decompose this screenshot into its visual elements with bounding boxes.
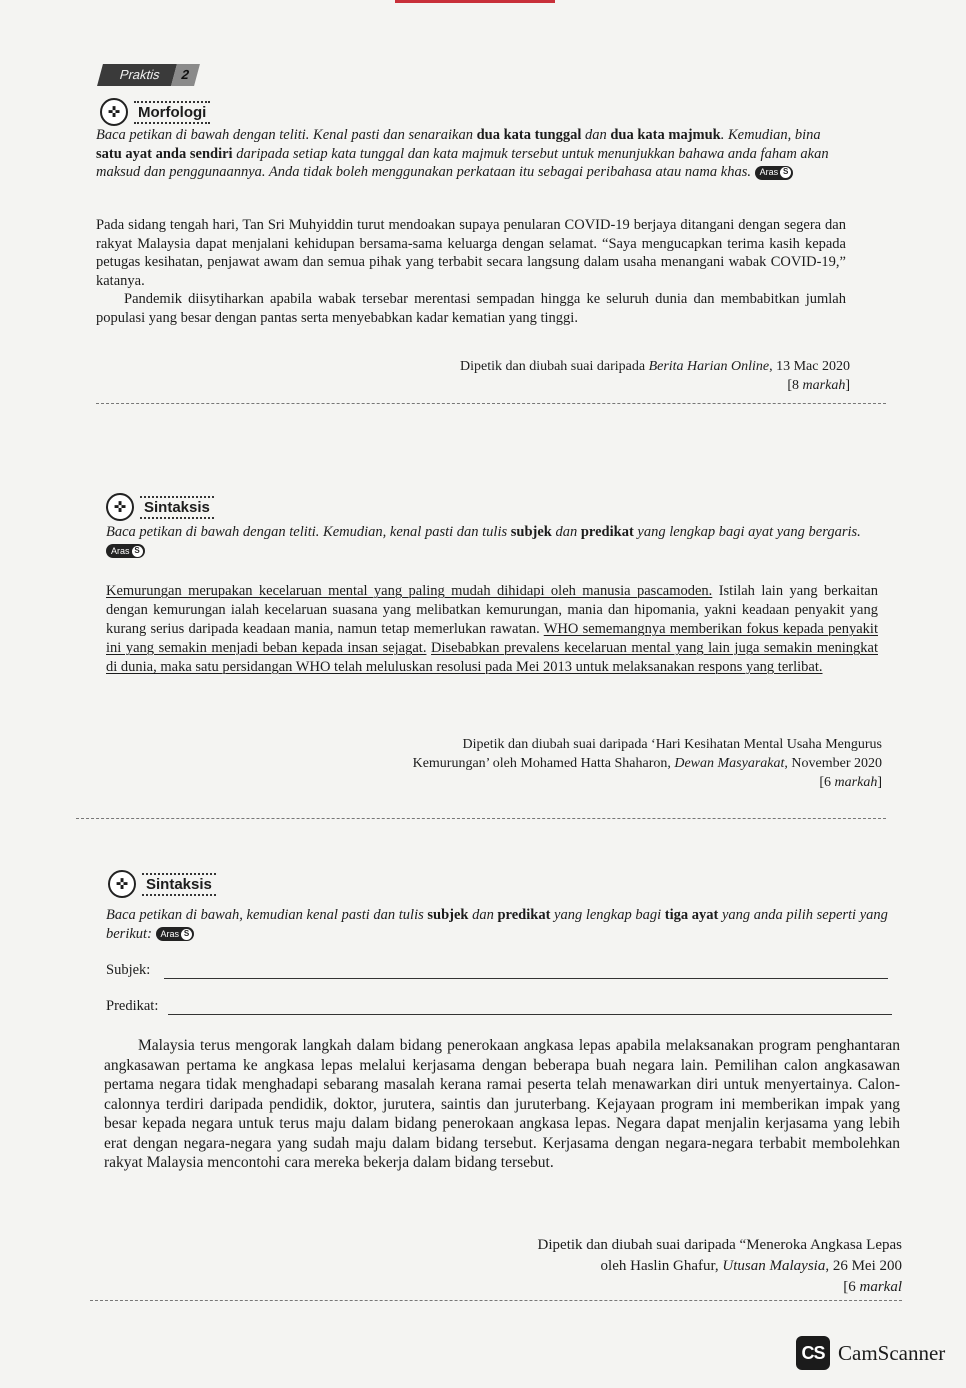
underlined-sentence: WHO sememangnya memberikan fokus kepada penyakit ini yang semakin menjadi beban kepada insan sejagat. bbox=[106, 621, 878, 656]
predicate-answer-line[interactable] bbox=[168, 1003, 892, 1015]
practice-label: Praktis bbox=[97, 64, 177, 86]
section3-instruction: Baca petikan di bawah, kemudian kenal pasti dan tulis subjek dan predikat yang lengkap bagi tiga ayat yang anda pilih seperti yang berikut: Aras S bbox=[106, 907, 888, 942]
crosshair-icon: ✜ bbox=[108, 870, 136, 898]
camscanner-name: CamScanner bbox=[838, 1340, 946, 1365]
crosshair-icon: ✜ bbox=[106, 493, 134, 521]
section3-source: Dipetik dan diubah suai daripada “Meneroka Angkasa Lepas oleh Haslin Ghafur, Utusan Malaysia, 26 Mei 200 [6 markal bbox=[380, 1235, 902, 1298]
section2-source: Dipetik dan diubah suai daripada ‘Hari Kesihatan Mental Usaha Mengurus Kemurungan’ oleh Mohamed Hatta Shaharon, Dewan Masyarakat, November 2020 [6 markah] bbox=[250, 735, 882, 792]
section1-passage bbox=[96, 216, 846, 327]
underlined-sentence: Disebabkan prevalens kecelaruan mental yang lain juga semakin meningkat di dunia, maka satu persidangan WHO telah meluluskan resolusi pada Mei 2013 untuk melaksanakan respons yang terlibat. bbox=[106, 640, 878, 675]
camscanner-logo-icon: CS bbox=[796, 1336, 830, 1370]
predicate-field bbox=[106, 998, 892, 1015]
divider bbox=[76, 818, 886, 819]
section-title: Morfologi bbox=[134, 101, 210, 124]
section1-instruction: Baca petikan di bawah dengan teliti. Kenal pasti dan senaraikan dua kata tunggal dan dua kata majmuk. Kemudian, bina satu ayat anda sendiri daripada setiap kata tunggal dan kata majmuk tersebut untuk menunjukkan bahawa anda faham akan maksud dan penggunaannya. Anda tidak boleh menggunakan perkataan itu sebagai peribahasa atau nama khas. Aras S bbox=[96, 127, 829, 180]
subject-label: Subjek: bbox=[106, 962, 151, 978]
section1-source: Dipetik dan diubah suai daripada Berita Harian Online, 13 Mac 2020 [8 markah] bbox=[300, 357, 850, 395]
aras-badge: Aras S bbox=[755, 166, 794, 180]
section-sintaksis-header bbox=[106, 493, 214, 521]
section2-instruction: Baca petikan di bawah dengan teliti. Kemudian, kenal pasti dan tulis subjek dan predikat yang lengkap bagi ayat yang bergaris. Aras S bbox=[106, 523, 876, 560]
aras-badge: Aras S bbox=[106, 544, 145, 558]
section3-passage bbox=[104, 1036, 900, 1173]
marks: [8 markah] bbox=[787, 378, 850, 393]
divider bbox=[90, 1300, 902, 1301]
passage-paragraph: Pada sidang tengah hari, Tan Sri Muhyiddin turut mendoakan supaya penularan COVID-19 berjaya ditangani dengan segera dan rakyat Malaysia dapat menjalani kehidupan bersama-sama keluarga dengan selamat. “Saya mengucapkan terima kasih kepada petugas kesihatan, penjawat awam dan semua pihak yang terbabit secara langsung dalam usaha menangani wabak COVID-19,” katanya. bbox=[96, 217, 846, 289]
practice-tag bbox=[97, 64, 200, 86]
section-title: Sintaksis bbox=[142, 873, 216, 896]
marks: [6 markal bbox=[843, 1279, 902, 1295]
camscanner-watermark bbox=[796, 1336, 945, 1370]
practice-number: 2 bbox=[171, 64, 200, 86]
subject-field bbox=[106, 962, 888, 979]
crosshair-icon: ✜ bbox=[100, 98, 128, 126]
predicate-label: Predikat: bbox=[106, 998, 159, 1014]
passage-paragraph: Pandemik diisytiharkan apabila wabak tersebar merentasi sempadan hingga ke seluruh dunia dan membabitkan jumlah populasi yang besar dengan pantas serta menyebabkan kadar kematian yang tinggi. bbox=[96, 291, 846, 326]
aras-badge: Aras S bbox=[156, 927, 195, 941]
section2-passage: Kemurungan merupakan kecelaruan mental yang paling mudah dihidapi oleh manusia pascamoden. Istilah lain yang berkaitan dengan kemurungan ialah kecelaruan suasana yang melibatkan kemurungan, mania dan hipomania, yakni keadaan penyakit yang kurang serius daripada keadaan mania, namun tetap memerlukan rawatan. WHO sememangnya memberikan fokus kepada penyakit ini yang semakin menjadi beban kepada insan sejagat. Disebabkan prevalens kecelaruan mental yang lain juga semakin meningkat di dunia, maka satu persidangan WHO telah meluluskan resolusi pada Mei 2013 untuk melaksanakan respons yang terlibat. bbox=[106, 583, 878, 675]
section-morfologi-header bbox=[100, 98, 210, 126]
passage-paragraph: Malaysia terus mengorak langkah dalam bidang penerokaan angkasa lepas apabila melaksanakan program penghantaran angkasawan pertama ke angkasa lepas melalui kerjasama dengan beberapa buah negara lain. Pemilihan calon angkasawan pertama negara tidak menghadapi sebarang masalah kerana ramai peserta telah menawarkan diri untuk menyertainya. Calon-calonnya terdiri daripada pendidik, doktor, jurutera, saintis dan juruterbang. Kejayaan program ini memberikan impak yang besar kepada negara untuk terus maju dalam bidang penerokaan angkasa lepas. Negara dapat menjalin kerjasama yang lebih erat dengan negara-negara yang sudah maju dalam bidang tersebut. Kerjasama dengan negara-negara terbabit membolehkan rakyat Malaysia mencontohi cara mereka bekerja dalam bidang tersebut. bbox=[104, 1037, 900, 1171]
section-title: Sintaksis bbox=[140, 496, 214, 519]
marks: [6 markah] bbox=[819, 775, 882, 790]
section-sintaksis-header-2 bbox=[108, 870, 216, 898]
underlined-sentence: Kemurungan merupakan kecelaruan mental yang paling mudah dihidapi oleh manusia pascamoden. bbox=[106, 583, 713, 599]
subject-answer-line[interactable] bbox=[164, 967, 888, 979]
divider bbox=[96, 403, 886, 404]
